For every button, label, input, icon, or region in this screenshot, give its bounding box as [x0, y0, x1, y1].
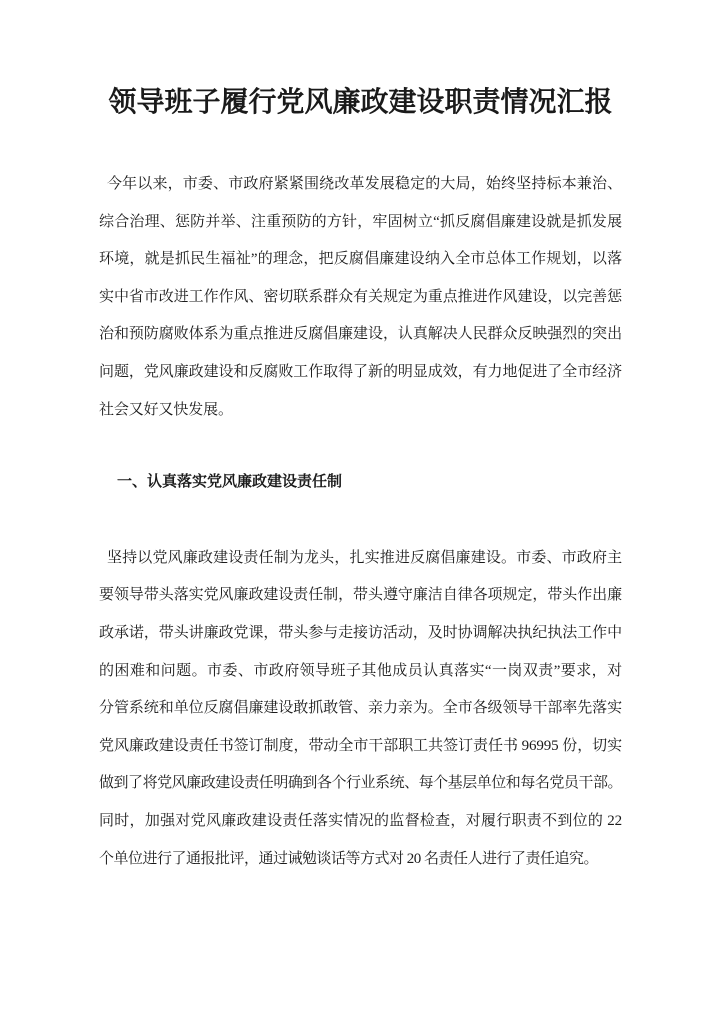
paragraph-line: 实中省市改进工作作风、密切联系群众有关规定为重点推进作风建设，以完善惩: [99, 288, 622, 305]
paragraph-1: [99, 166, 622, 429]
paragraph-line: 环境，就是抓民生福祉”的理念，把反腐倡廉建设纳入全市总体工作规划，以落: [99, 251, 622, 268]
paragraph-line: 治和预防腐败体系为重点推进反腐倡廉建设，认真解决人民群众反映强烈的突出: [99, 326, 622, 343]
paragraph-line: 分管系统和单位反腐倡廉建设敢抓敢管、亲力亲为。全市各级领导干部率先落实: [99, 700, 622, 717]
paragraph-line: 同时，加强对党风廉政建设责任落实情况的监督检查，对履行职责不到位的 22: [99, 812, 622, 829]
document-title: 领导班子履行党风廉政建设职责情况汇报: [108, 87, 613, 118]
paragraph-line: 社会又好又快发展。: [99, 401, 233, 418]
paragraph-line: 政承诺，带头讲廉政党课，带头参与走接访活动，及时协调解决执纪执法工作中: [99, 624, 622, 641]
paragraph-line: 坚持以党风廉政建设责任制为龙头，扎实推进反腐倡廉建设。市委、市政府主: [107, 549, 622, 566]
paragraph-2: [99, 540, 622, 878]
paragraph-line: 党风廉政建设责任书签订制度，带动全市干部职工共签订责任书 96995 份，切实: [99, 737, 622, 754]
section-heading: 一、认真落实党风廉政建设责任制: [117, 474, 343, 491]
paragraph-line: 问题，党风廉政建设和反腐败工作取得了新的明显成效，有力地促进了全市经济: [99, 363, 622, 380]
paragraph-line: 要领导带头落实党风廉政建设责任制，带头遵守廉洁自律各项规定，带头作出廉: [99, 587, 622, 604]
paragraph-line: 做到了将党风廉政建设责任明确到各个行业系统、每个基层单位和每名党员干部。: [99, 775, 622, 792]
paragraph-line: 综合治理、惩防并举、注重预防的方针，牢固树立“抓反腐倡廉建设就是抓发展: [99, 213, 622, 230]
paragraph-line: 今年以来，市委、市政府紧紧围绕改革发展稳定的大局，始终坚持标本兼治、: [107, 176, 622, 192]
paragraph-line: 个单位进行了通报批评，通过诫勉谈话等方式对 20 名责任人进行了责任追究。: [99, 850, 599, 867]
paragraph-line: 的困难和问题。市委、市政府领导班子其他成员认真落实“一岗双责”要求，对: [99, 662, 622, 679]
